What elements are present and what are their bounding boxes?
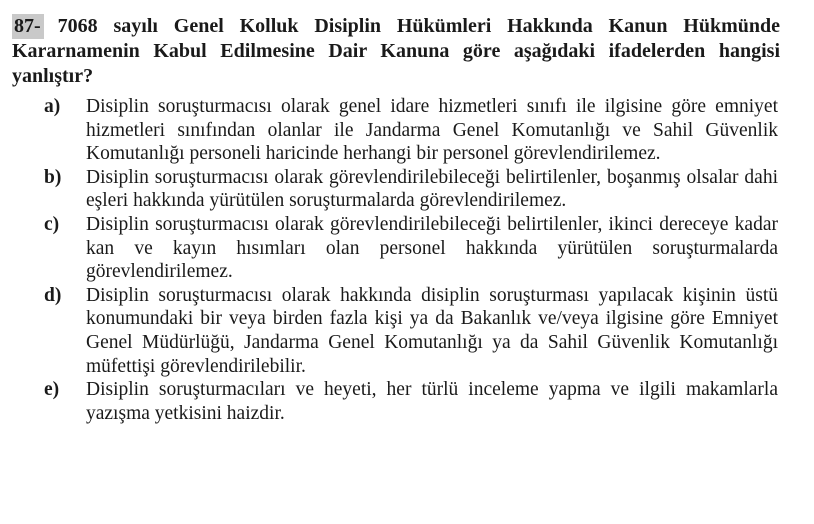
option-letter: a) <box>44 96 61 117</box>
option-b <box>44 166 778 213</box>
question-stem <box>12 14 780 89</box>
option-letter: b) <box>44 166 62 188</box>
option-text: Disiplin soruşturmacıları ve heyeti, her türlü inceleme yapma ve ilgili makamlarla yazışma yetkisini haizdir. <box>86 379 778 424</box>
question-text: 7068 sayılı Genel Kolluk Disiplin Hükümleri Hakkında Kanun Hükmünde Kararnamenin Kabul Edilmesine Dair Kanuna göre aşağıdaki ifadelerden hangisi yanlıştır? <box>12 15 780 87</box>
option-text: Disiplin soruşturmacısı olarak görevlendirilebileceği belirtilenler, ikinci dereceye kadar kan ve kayın hısımları olan personel hakkında yürütülen soruşturmalarda görevlendirilemez. <box>86 213 778 283</box>
option-letter: d) <box>44 284 62 306</box>
option-text: Disiplin soruşturmacısı olarak genel idare hizmetleri sınıfı ile ilgisine göre emniyet hizmetleri sınıfından olanlar ile Jandarma Genel Komutanlığı ve Sahil Güvenlik Komutanlığı personeli haricinde herhangi bir personel görevlendirilemez. <box>86 96 778 165</box>
option-text: Disiplin soruşturmacısı olarak görevlendirilebileceği belirtilenler, boşanmış olsalar dahi eşleri hakkında yürütülen soruşturmalarda görevlendirilemez. <box>86 166 778 212</box>
option-text: Disiplin soruşturmacısı olarak hakkında disiplin soruşturması yapılacak kişinin üstü konumundaki bir veya birden fazla kişi ya da Bakanlık ve/veya ilgisine göre Emniyet Genel Müdürlüğü, Jandarma Genel Komutanlığı ya da Sahil Güvenlik Komutanlığı müfettişi görevlendirilebilir. <box>86 284 778 377</box>
option-letter: c) <box>44 213 60 235</box>
option-letter: e) <box>44 379 60 401</box>
question-number: 87- <box>12 14 44 39</box>
option-c <box>44 213 778 284</box>
option-e <box>44 378 778 425</box>
answer-options <box>44 95 778 425</box>
option-d <box>44 284 778 378</box>
option-a <box>44 95 778 166</box>
